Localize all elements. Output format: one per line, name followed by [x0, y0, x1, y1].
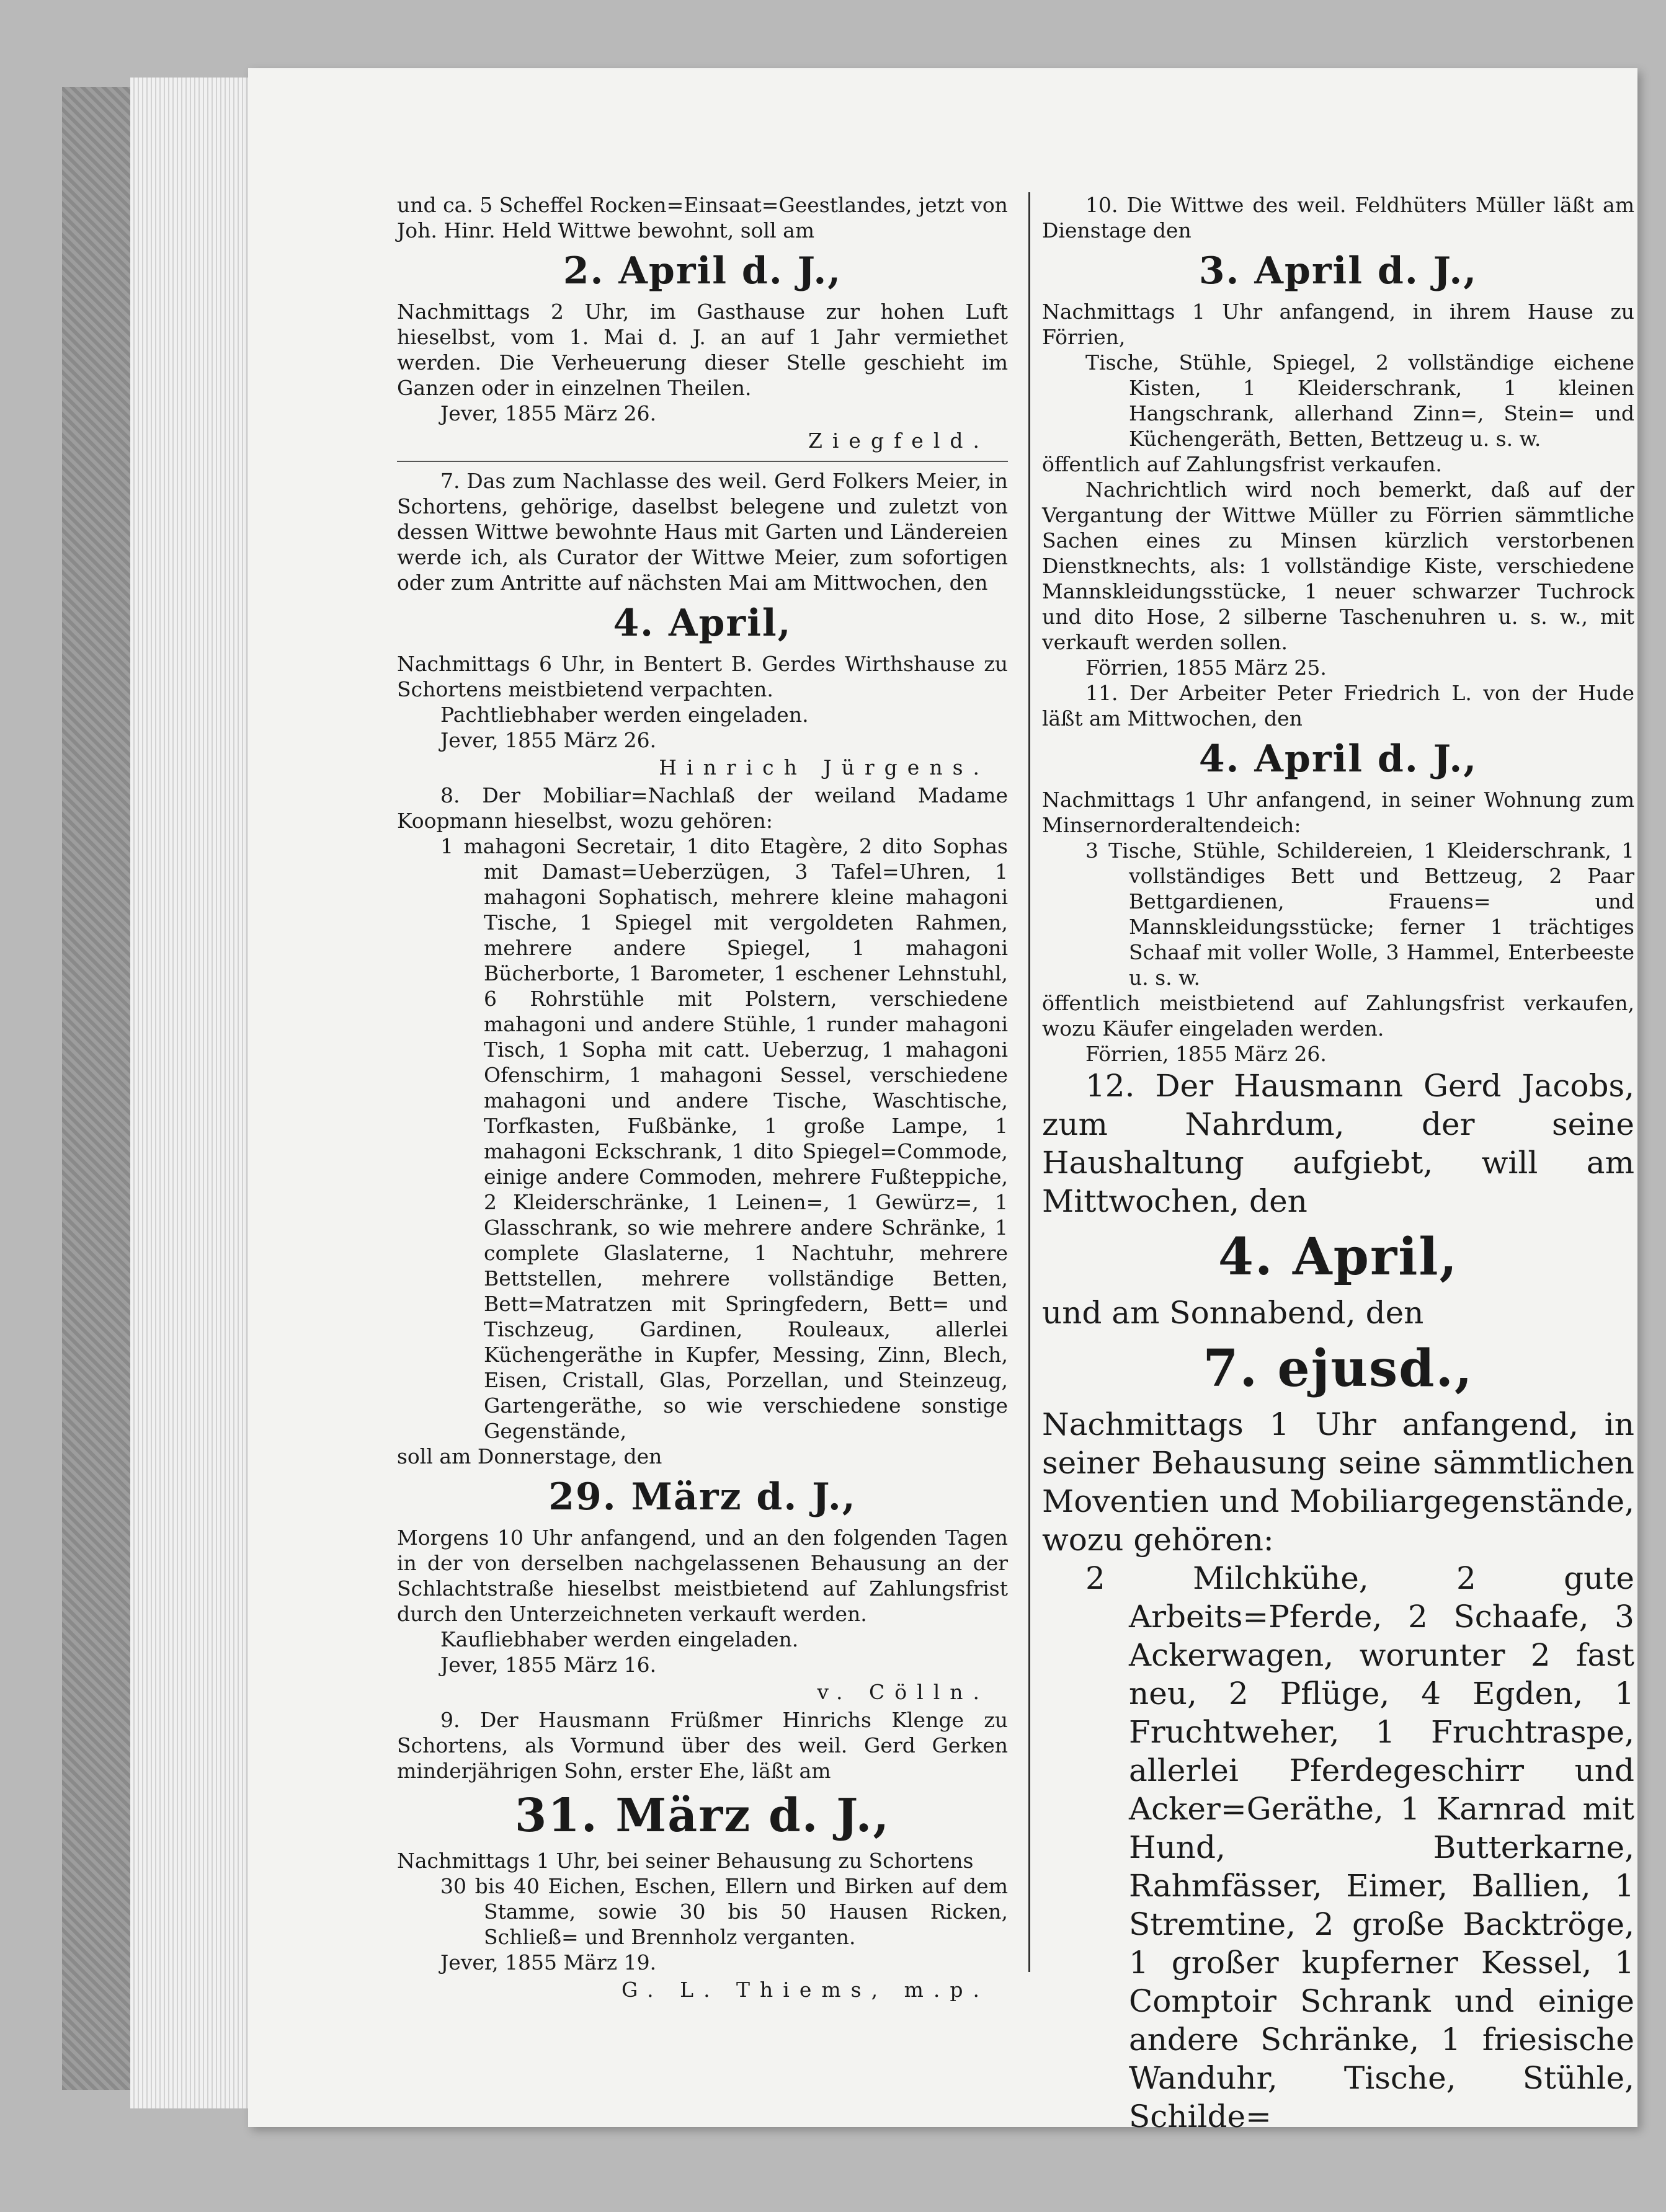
- text-line: und ca. 5 Scheffel Rocken=Einsaat=Geestlandes, jetzt von: [397, 193, 1008, 217]
- notice-body: 10. Die Wittwe des weil. Feldhüters Müller läßt am Dienstage den: [1042, 193, 1634, 242]
- auction-date: 31. März d. J.,: [514, 1789, 891, 1842]
- place-date: Jever, 1855 März 26.: [440, 401, 657, 425]
- signature: v. Cölln.: [817, 1680, 989, 1704]
- notice-body: Nachmittags 1 Uhr anfangend, in seiner Behausung seine sämmtlichen Moventien und Mobiliargegenstände, wozu gehören:: [1042, 1406, 1634, 1558]
- item-list: 2 Milchkühe, 2 gute Arbeits=Pferde, 2 Schaafe, 3 Ackerwagen, worunter 2 fast neu, 2 Pflüge, 4 Egden, 1 Fruchtweher, 1 Fruchtraspe, allerlei Pferdegeschirr und Acker=Geräthe, 1 Karnrad mit Hund, Butterkarne, Rahmfässer, Eimer, Ballien, 1 Stremtine, 2 große Backtröge, 1 großer kupferner Kessel, 1 Comptoir Schrank und einige andere Schränke, 1 friesische Wanduhr, Tische, Stühle, Schilde=: [1085, 1560, 1634, 2134]
- place-date: Förrien, 1855 März 26.: [1085, 1042, 1327, 1066]
- item-list: Tische, Stühle, Spiegel, 2 vollständige eichene Kisten, 1 Kleiderschrank, 1 kleinen Hangschrank, allerhand Zinn=, Stein= und Küchengeräth, Betten, Bettzeug u. s. w.: [1085, 350, 1634, 451]
- notice-body: Nachmittags 6 Uhr, in Bentert B. Gerdes Wirthshause zu Schortens meistbietend verpachten.: [397, 652, 1008, 701]
- separator-rule: [397, 461, 1008, 462]
- page-edges: [130, 78, 267, 2108]
- notice-body: 9. Der Hausmann Früßmer Hinrichs Klenge zu Schortens, als Vormund über des weil. Gerd Gerken minderjährigen Sohn, erster Ehe, läßt am: [397, 1708, 1008, 1783]
- auction-date: 3. April d. J.,: [1198, 249, 1478, 293]
- notice-10: [1042, 192, 1634, 680]
- item-list: 30 bis 40 Eichen, Eschen, Ellern und Birken auf dem Stamme, sowie 30 bis 50 Hausen Ricken, Schließ= und Brennholz verganten.: [440, 1874, 1008, 1949]
- signature: G. L. Thiems, m.p.: [621, 1978, 989, 2002]
- notice-body: und am Sonnabend, den: [1042, 1295, 1424, 1331]
- notice-body: öffentlich auf Zahlungsfrist verkaufen.: [1042, 452, 1442, 476]
- notice-body: 12. Der Hausmann Gerd Jacobs, zum Nahrdum, der seine Haushaltung aufgiebt, will am Mittwochen, den: [1042, 1068, 1634, 1219]
- auction-date: 4. April,: [1218, 1227, 1459, 1287]
- place-date: Jever, 1855 März 19.: [440, 1950, 657, 1974]
- notice-note: Pachtliebhaber werden eingeladen.: [440, 703, 809, 727]
- notice-body: Nachmittags 2 Uhr, im Gasthause zur hohen Luft hieselbst, vom 1. Mai d. J. an auf 1 Jahr vermiethet werden. Die Verheuerung dieser Stelle geschieht im Ganzen oder in einzelnen Theilen.: [397, 300, 1008, 400]
- notice-7: [397, 468, 1008, 781]
- text-line: Joh. Hinr. Held Wittwe bewohnt, soll am: [397, 218, 815, 242]
- notice-note: Nachrichtlich wird noch bemerkt, daß auf der Vergantung der Wittwe Müller zu Förrien sämmtliche Sachen eines zu Minsen kürzlich verstorbenen Dienstknechts, als: 1 vollständige Kiste, verschiedene Mannskleidungsstücke, 1 neuer schwarzer Tuchrock und dito Hose, 2 silberne Taschenuhren u. s. w., mit verkauft werden sollen.: [1042, 477, 1634, 654]
- left-column: [397, 192, 1008, 2005]
- notice-body: Nachmittags 1 Uhr, bei seiner Behausung zu Schortens: [397, 1849, 974, 1873]
- place-date: Jever, 1855 März 26.: [440, 728, 657, 752]
- auction-date: 29. März d. J.,: [548, 1475, 857, 1519]
- place-date: Jever, 1855 März 16.: [440, 1653, 657, 1677]
- notice-body: Morgens 10 Uhr anfangend, und an den folgenden Tagen in der von derselben nachgelassenen Behausung an der Schlachtstraße hieselbst meistbietend auf Zahlungsfrist durch den Unterzeichneten verkauft werden.: [397, 1526, 1008, 1626]
- notice-continued: [397, 192, 1008, 455]
- auction-date: 2. April d. J.,: [563, 249, 842, 293]
- notice-body: Nachmittags 1 Uhr anfangend, in ihrem Hause zu Förrien,: [1042, 300, 1634, 349]
- right-column: [1042, 192, 1634, 2136]
- notice-body: 7. Das zum Nachlasse des weil. Gerd Folkers Meier, in Schortens, gehörige, daselbst belegene und zuletzt von dessen Wittwe bewohnte Haus mit Garten und Ländereien werde ich, als Curator der Wittwe Meier, zum sofortigen oder zum Antritte auf nächsten Mai am Mittwochen, den: [397, 469, 1008, 595]
- notice-9: [397, 1707, 1008, 2004]
- notice-body: 8. Der Mobiliar=Nachlaß der weiland Madame Koopmann hieselbst, wozu gehören:: [397, 783, 1008, 833]
- item-list: 1 mahagoni Secretair, 1 dito Etagère, 2 dito Sophas mit Damast=Ueberzügen, 3 Tafel=Uhren, 1 mahagoni Sophatisch, mehrere kleine mahagoni Tische, 1 Spiegel mit vergoldeten Rahmen, mehrere andere Spiegel, 1 mahagoni Bücherborte, 1 Barometer, 1 eschener Lehnstuhl, 6 Rohrstühle mit Polstern, verschiedene mahagoni und andere Stühle, 1 runder mahagoni Tisch, 1 Sopha mit catt. Ueberzug, 1 mahagoni Ofenschirm, 1 mahagoni Sessel, verschiedene mahagoni und andere Tische, Waschtische, Torfkasten, Fußbänke, 1 große Lampe, 1 mahagoni Eckschrank, 1 dito Spiegel=Commode, einige andere Commoden, mehrere Fußteppiche, 2 Kleiderschränke, 1 Leinen=, 1 Gewürz=, 1 Glasschrank, so wie mehrere andere Schränke, 1 complete Glaslaterne, 1 Nachtuhr, mehrere Bettstellen, mehrere vollständige Betten, Bett=Matratzen mit Springfedern, Bett= und Tischzeug, Gardinen, Rouleaux, allerlei Küchengeräthe in Kupfer, Messing, Zinn, Blech, Eisen, Cristall, Glas, Porzellan, und Steinzeug, Gartengeräthe, so wie verschiedene sonstige Gegenstände,: [440, 834, 1008, 1443]
- auction-date: 7. ejusd.,: [1203, 1339, 1474, 1398]
- notice-body: Nachmittags 1 Uhr anfangend, in seiner Wohnung zum Minsernorderaltendeich:: [1042, 788, 1634, 837]
- notice-8: [397, 783, 1008, 1706]
- column-divider: [1028, 192, 1030, 1972]
- notice-note: Kaufliebhaber werden eingeladen.: [440, 1627, 799, 1651]
- notice-12: [1042, 1067, 1634, 2136]
- signature: Ziegfeld.: [808, 429, 989, 453]
- notice-body: 11. Der Arbeiter Peter Friedrich L. von der Hude läßt am Mittwochen, den: [1042, 681, 1634, 731]
- notice-body: öffentlich meistbietend auf Zahlungsfrist verkaufen, wozu Käufer eingeladen werden.: [1042, 991, 1634, 1041]
- place-date: Förrien, 1855 März 25.: [1085, 655, 1327, 680]
- auction-date: 4. April,: [613, 602, 792, 645]
- item-list: 3 Tische, Stühle, Schildereien, 1 Kleiderschrank, 1 vollständiges Bett und Bettzeug, 2 Paar Bettgardienen, Frauens= und Mannskleidungsstücke; ferner 1 trächtiges Schaaf mit voller Wolle, 3 Hammel, Enterbeeste u. s. w.: [1085, 838, 1634, 990]
- notice-body: soll am Donnerstage, den: [397, 1444, 662, 1468]
- notice-11: [1042, 680, 1634, 1067]
- auction-date: 4. April d. J.,: [1198, 737, 1478, 781]
- signature: Hinrich Jürgens.: [659, 755, 989, 780]
